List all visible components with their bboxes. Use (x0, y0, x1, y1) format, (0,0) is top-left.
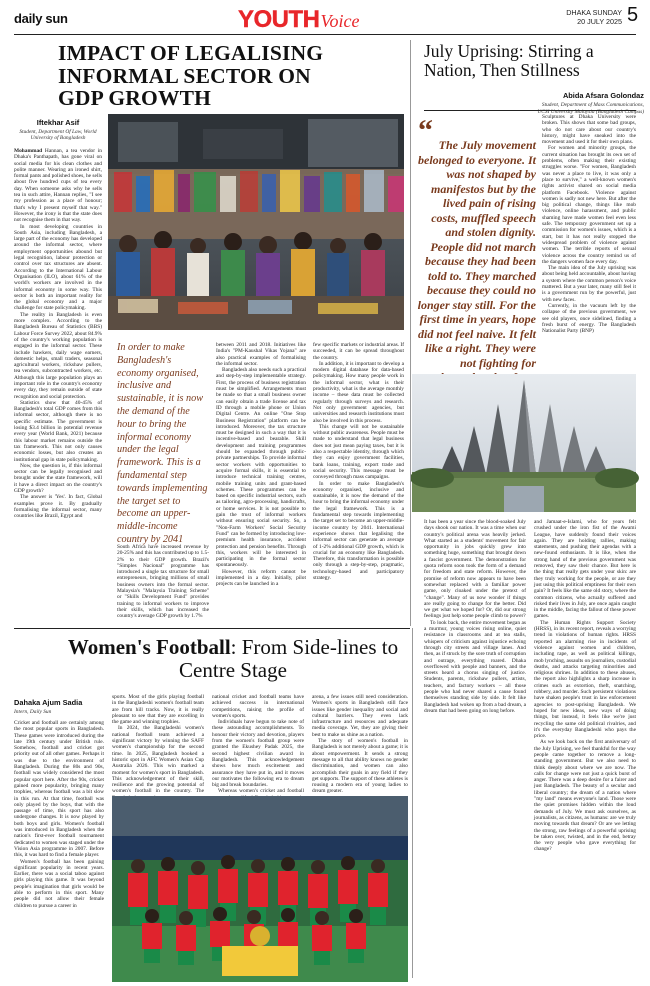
article3-team-photo (112, 796, 408, 982)
header-date-block (548, 9, 622, 26)
header-date: 20 JULY 2025 (577, 16, 622, 26)
article3-body-col4: arena, a few issues still need consideration. Women's sports in Bangladesh still face issues like gender inequality and social and cultural barriers. They even lack infrastructure and resources and adequate media coverage. Yet, they are giving their best to make us shine as a nation. The story of women's football in Bangladesh is not merely about a game; it is about empowerment. It sends a strong message to all that ability knows no gender discrimination, and women can also accomplish their goals in any field if they get supports. The support of these athletes is rousing a modern era of young ladies to dream greater. (312, 694, 408, 795)
section-logo (238, 6, 398, 34)
article3-author-affiliation: Intern, Daily Sun (14, 709, 52, 715)
article2-author-affiliation-1: Student, Department of Mass Communications, (541, 102, 644, 108)
article3-body-col3: national cricket and football teams have achieved success in international competitions, raising the profile of women's sports. Individuals have begun to take note of these astounding accomplishments. To honour their victory and devotion, players from the women's football group were granted the Ekushey Padak 2025, the second highest civilian award in Bangladesh. This acknowledgement shows how much excitement and assurance they have put in, and it moves our motivates the following era to dream big and break boundaries. Whereas women's cricket and football (212, 694, 304, 795)
header-city-day: DHAKA SUNDAY (566, 8, 622, 17)
article2-author-affiliation-2: UCSI University Malaysia (Bangladesh Campus) (537, 108, 644, 115)
article3-top-rule (14, 628, 410, 629)
column-divider (410, 40, 411, 626)
header-rule (14, 34, 636, 35)
article1-byline (14, 118, 102, 142)
article2-author: Abida Afsara Golondaz (562, 91, 644, 100)
article1-author-affiliation: Student, Department Of Law, World University of Bangladesh (19, 129, 97, 142)
article1-market-photo (108, 114, 404, 330)
section-title-youth: YOUTH (238, 6, 320, 33)
article2-rule (424, 110, 636, 111)
article3-author: Dahaka Ajum Sadia (14, 698, 83, 707)
article2-pull-quote: The July movement belonged to everyone. It was not shaped by manifestos but by the lived pain of rising costs, muffled speech and stolen dignity. People did not march because they had been told to. They marched because they could no longer stay still. For the first time in years, hope did not feel naive. It felt like a right. They were not fighting for (417, 138, 536, 370)
quote-mark-icon: “ (418, 114, 433, 147)
article1-body-col1: Mohammad Hannan, a tea vendor in Dhaka's Panthapath, has gone viral on social media for his clean clothes and polite manner. Wearing an ironed shirt, formal pants and polished shoes, he sells about five hundred cups of tea every day. When someone asks why he sells tea in such attire, Hannan replies, "I see my profession as a place of honour; that's why I present myself that way." However, the irony is that the state does not recognise them in that way. In most developing countries in South Asia, including Bangladesh, a large part of the economy has developed around the informal sector, where employment opportunities abound but legal recognition, labour protection or control over tax structures are absent. According to the International Labour Organisation (ILO), about 61% of the world's workers are involved in the informal economy in some way. This sector is both an important reality for the global economy and a major challenge for state policymaking. The reality in Bangladesh is even more complex. According to the Bangladesh Bureau of Statistics (BBS) Labour Force Survey 2022, about 84.9% of the country's working population is engaged in the informal sector. These include hawkers, daily wage earners, domestic helps, small traders, seasonal agricultural workers, rickshaw pullers, tea vendors, subcontracted workers, etc. Although this large population plays an important role in the country's economy every day, they remain outside of state recognition and social protection. Statistics show that 40-45% of Bangladesh's total GDP comes from this informal sector, although there is no specific estimate. The government is losing $3.4 billion in potential revenue every year (World Bank, 2021) because this labour market remains outside the tax framework. This not only causes economic losses, but also creates an institutional gap in state policymaking. Now, the question is, if this informal sector can be legally recognised and brought under the state framework, will it have a direct impact on the country's GDP growth? The answer is 'Yes'. In fact, Global examples prove it. By gradually formalising the informal sector, many countries like Brazil, Egypt and (14, 148, 102, 520)
section-title-voice: Voice (320, 11, 360, 31)
article3-title-bold: Women's Football (67, 635, 231, 659)
article2-monument-photo (412, 374, 636, 512)
newspaper-logo[interactable]: daily sun (14, 11, 68, 26)
article3-body-col1: Cricket and football are certainly among the most popular sports in Bangladesh. These games were introduced during the late 19th century under British rule. Somehow, football and cricket got priority out of all other games. Perhaps it was due to the environment of Bangladesh. During the 80s and 90s, football was widely considered the most popular sport here. After the 90s, cricket gained more popularity, bringing many trophies, whereas football was a bit slow in this run. At that time, football was only played by the boys, that with the passage of time, this sport has also undergone changes. It is now played by both boys and girls. Women's football was introduced in Bangladesh when the nation's first-ever football tournament dedicated to women was staged under the Vision Asia programme in 2007. Before this, it was hard to find a female player. Women's football has been gaining significant popularity in recent years. Earlier, there was a social taboo against girls playing this game. It was beyond people's imagination that girls would be able to perform in this sport. Many people did not allow their female children to pursue a career in (14, 720, 104, 909)
article3-title-rest: : From Side-lines to Centre Stage (179, 635, 399, 682)
article3-title (58, 636, 408, 682)
article1-pull-quote: In order to make Bangladesh's economy organised, inclusive and sustainable, it is now the demand of the hour to bring the informal economy under the legal framework. This is a fundamental step towards implementing the target set to become an upper-middle-income country by 2041 (117, 342, 208, 545)
article2-body-right-top: Sculptures at Dhaka University were broken. This shows that some bad groups, who do not care about our country's history, might have sneaked into the movement and used it for their own plans. For women and minority groups, the current situation has brought its own set of problems, often making their existing struggles worse. "For women, Bangladesh was never a place to live, it was only a place to survive," a well-known women's rights activist shared on social media platform Facebook. Violence against women is sadly not new here. But after the big political change, things like mob violence, online harassment, and public shaming have made women feel even less safe. The temporary government set up a commission for women's issues, which is a start, but it has not really stopped the widespread problem of violence against women. The terrible reports of sexual violence across the country remind us of the dangers women face every day. The main idea of the July uprising was about being held accountable, about having a system where the common person's voice mattered. But a year later, many still feel it is a government run by the powerful, just with new faces. Currently, in the vacuum left by the collapse of the previous government, we see old players, once sidelined, finding a fresh burst of energy. The Bangladesh Nationalist Party (BNP) (542, 114, 636, 335)
monument-photo-illustration (412, 374, 636, 512)
article1-body-mid: South Africa have increased revenue by 20-25% and this has contributed up to 1.5-2% to their GDP growth. Brazil's "Simples Nacional" programme has introduced a single tax structure for small entrepreneurs, bringing millions of small business owners into the formal sector. Malaysia's "Malaysia Training Scheme" or "Skills Development Fund" provides training to informal workers to improve their skills, which has increased the country's average GDP growth by 1.7% (117, 544, 209, 620)
team-photo-illustration (112, 796, 408, 982)
article3-right-divider (412, 628, 413, 978)
article3-byline (14, 698, 104, 715)
article2-byline (438, 91, 644, 115)
article2-body-col1: It has been a year since the blood-soaked July days shook our nation. It was a time when our country's political arena was heavily jerked. What started as a students' movement for fair opportunity in jobs quickly grew into something huge, something that brought down a fascist government. The demonstration for quota reform soon took the form of a demand for freedom and state reform. However, the promise of reform now appears to have been somewhat replaced with a familiar power game, only cloaked under the pretext of "change". Many of us now wonder if things are really going to change for the better. Did we get what we hoped for? Or, did our strong feelings just help some people climb to power? To look back, the entire movement began as a murmur, young voices rising online, quiet resistance in classrooms and at tea stalls, whispers of criticism against injustice echoing through city streets and village lanes. And then, as if struck by the sore truth of corruption and outrage, everything roared. Dhaka overflowed with people and banners, and the streets heard a chorus singing of justice. Students, parents, rickshaw pullers, artists, teachers, and factory workers – all those people who had never shared a cause found themselves standing side by side. It felt like Bangladesh had woken up from a bad dream, a dream that had been going on long before. (424, 519, 526, 714)
page-number: 5 (627, 4, 639, 26)
article2-title: July Uprising: Stirring a Nation, Then Stillness (424, 41, 594, 80)
article1-body-col2: between 2011 and 2018. Initiatives like India's "PM-Kaushal Vikas Yojana" are also practical examples of formalising the informal sector. Bangladesh also needs such a practical and step-by-step implementable strategy. First, the process of business registration must be simplified. Arrangements must be made so that a small business owner can easily obtain a trade license and tax ID through a mobile phone or Union Digital Centre. An online "One Stop Business Registration" platform can be introduced. Moreover, the tax structure must be designed in such a way that it is incentive-based and bearable. Skill development and training programmes should be expanded through public-private partnerships. To provide informal sector workers with opportunities to acquire formal skills, it is essential to introduce technical training centres, mobile training units and grant-based schemes. These programmes can be based on specific industrial sectors, such as tailoring, agro-processing, handicrafts, or home services. It is not possible to gain the trust of informal workers without ensuring social security. So, a "Non-Farm Workers' Social Security Fund" can be formed by introducing low-premium health insurance, accident protection and pension benefits. Through this, workers will be interested in participating in the formal sector spontaneously. However, this reform cannot be implemented in a day. Initially, pilot projects can be launched in a (216, 342, 306, 588)
article1-title: IMPACT OF LEGALISING INFORMAL SECTOR ON GDP GROWTH (58, 41, 324, 110)
market-photo-illustration (108, 114, 404, 330)
article1-author: Iftekhar Asif (36, 118, 80, 127)
article2-body-col2: and Jamaat-e-Islami, who for years felt crushed under the iron fist of the Awami League, have suddenly found their voices again. They are holding rallies, making statements, and pushing their agendas with a new-found enthusiasm. It is like, when the strong hand of the previous government was removed, they saw their chance. But here is the thing that really gets under your skin: are they truly working for the people, or are they just using this political emptiness for their own gain? It feels like the same old story, where the common citizens, who actually suffered and risked their lives in July, are once again caught in the middle, facing the fallout of these power games. The Human Rights Support Society (HRSS), in its recent report, reveals a worrying trend in violations of human rights. HRSS reported an alarming rise in incidents of violence against women and children, including rape, as well as political killings, mob lynching, assaults on journalists, custodial deaths, and attacks targeting minorities and religious shrines. In addition to these abuses, the report also highlights a sharp increase in crimes such as extortion, theft, snatching, robbery, and murder. Such persistent violations have shaken people's trust in law enforcement agencies to post-uprising Bangladesh. We hoped for new ideas, new ways of doing things, but instead, it feels like we're just recycling the same old political rivalries, and it's the everyday Bangladeshi who pays the price. As we look back on the first anniversary of the July Uprising, we feel thankful for the way people came together to remove a long-standing government. But we also need to think deeply about where we are now. The calls for change were not just a quick burst of anger. There was a deep desire for a fairer and just Bangladesh. The beauty of a secular and liberal country; the dream of a nation where "my land" means everyone's land. Those were the quiet promises hidden within the loud demands of July. We must ask ourselves, as journalists, as citizens, as humans: are we truly moving towards that dream? Or are we letting the strong, raw feelings of a powerful uprising be taken over, twisted, and in the end, betray the very people who gave everything for change? (534, 519, 636, 853)
article1-body-col3: few specific markets or industrial areas. If succeeded, it can be spread throughout the country. In addition, it is important to develop a modern digital database for data-based policymaking. How many people work in the informal sector, what is their productivity, what is the average monthly income – these data must be collected regularly through surveys and research. Not only government agencies, but universities and research institutions must also be involved in this process. This change will not be sustainable without public awareness. People must be made to understand that legal business does not just mean paying taxes, but it is also a respectable identity, through which they can enjoy government facilities, bank loans, training, export trade and social security. This message must be conveyed through mass campaigns. In order to make Bangladesh's economy organised, inclusive and sustainable, it is now the demand of the hour to bring the informal economy under the legal framework. This is a fundamental step towards implementing the target set to become an upper-middle-income country by 2041. International experience shows that legalising the informal sector can generate an average of 1-2% additional GDP growth, which is crucial for an economy like Bangladesh. Therefore, this transformation is possible only through a step-by-step, pragmatic, technology-based and participatory strategy. (313, 342, 404, 581)
article3-body-col2: sports. Most of the girls playing football in the Bangladeshi women's football team are from hill tracks. Now, it is really pleasant to see that they are excelling in the game and winning trophies. In 2024, the Bangladeshi women's national football team achieved a significant victory by winning the SAFF women's championship for the second time. In 2025, Bangladesh booked a historic spot in AFC Women's Asian Cup Australia 2026. This win marked a moment for women's sport in Bangladesh. This acknowledgement of their skill, resilience and the growing potential of women's football in the country. The (112, 694, 204, 795)
